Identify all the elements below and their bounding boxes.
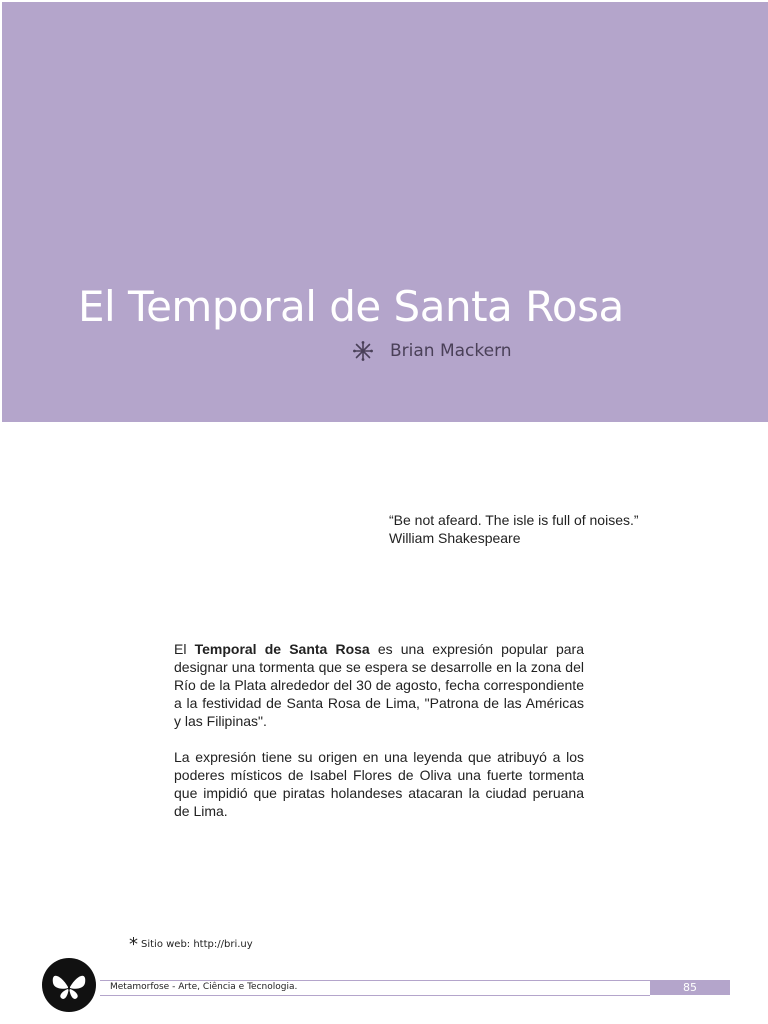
body-p1-rest: es una expresión popular para designar una tormenta que se espera se desarrolle en la zona del Río de la Plata alrededor del 30 de agosto, fecha correspondiente a la festividad de Santa Rosa de Lima, "Patrona de las Américas y las Filipinas". — [174, 641, 584, 729]
article-title: El Temporal de Santa Rosa — [78, 282, 624, 331]
epigraph-attribution: William Shakespeare — [389, 530, 521, 546]
footnote-text: Sitio web: http://bri.uy — [141, 939, 253, 950]
footer-rule-bottom — [100, 995, 650, 996]
footnote-marker: * — [129, 934, 138, 955]
asterisk-ornament-icon — [352, 340, 374, 362]
body-p1-bold-term: Temporal de Santa Rosa — [194, 641, 370, 657]
footer-rule — [100, 980, 730, 981]
epigraph-quote: “Be not afeard. The isle is full of noises.” — [389, 512, 639, 528]
publication-name: Metamorfose - Arte, Ciência e Tecnologia. — [110, 982, 298, 992]
article-body — [174, 640, 584, 838]
footnote — [129, 934, 253, 955]
body-p1-lead: El — [174, 641, 195, 657]
author-row — [352, 340, 512, 362]
butterfly-logo-icon — [41, 957, 97, 1013]
page-number: 85 — [650, 980, 730, 995]
body-paragraph-1 — [174, 640, 584, 730]
body-paragraph-2: La expresión tiene su origen en una leyenda que atribuyó a los poderes místicos de Isabel Flores de Oliva una fuerte tormenta que impidió que piratas holandeses atacaran la ciudad peruana de Lima. — [174, 749, 584, 819]
epigraph — [389, 511, 709, 547]
author-name: Brian Mackern — [390, 341, 512, 361]
